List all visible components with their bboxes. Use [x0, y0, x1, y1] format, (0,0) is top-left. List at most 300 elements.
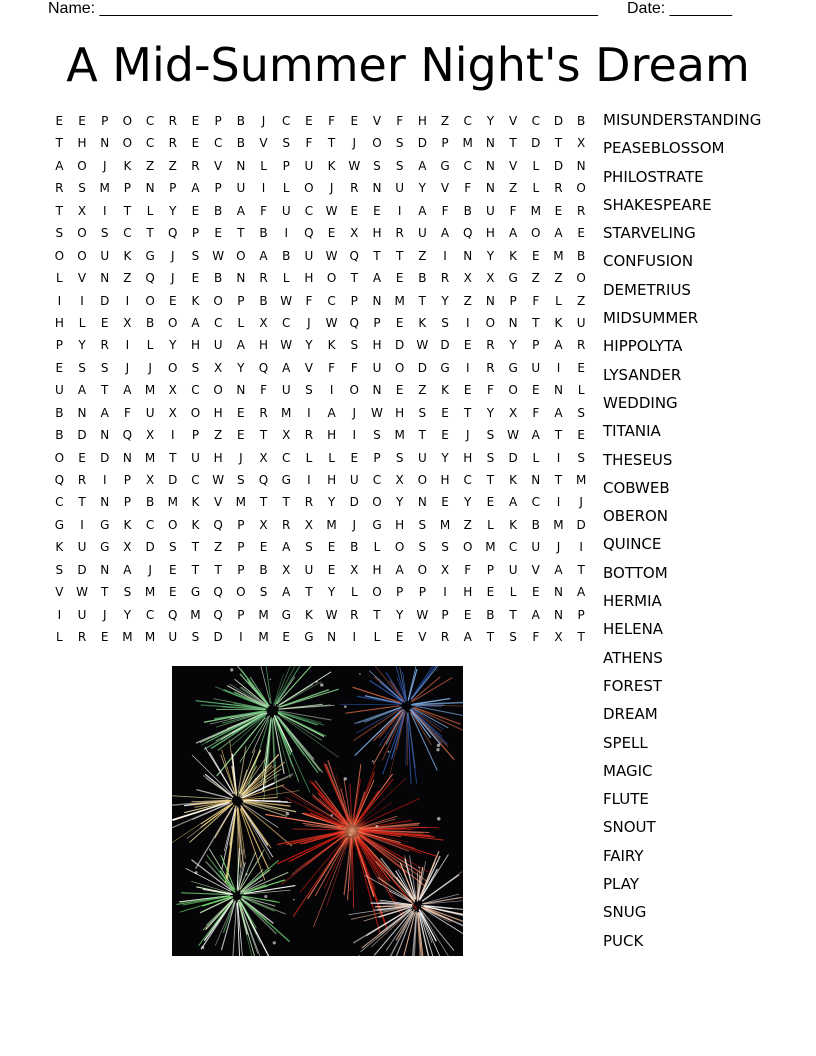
grid-letter: L — [305, 450, 313, 465]
grid-letter: U — [304, 562, 314, 577]
grid-letter: E — [327, 540, 336, 555]
grid-letter: S — [191, 630, 200, 645]
grid-letter: I — [261, 181, 266, 196]
grid-letter: I — [579, 540, 583, 555]
grid-letter: Y — [237, 360, 245, 375]
grid-letter: F — [441, 203, 449, 218]
grid-letter: S — [373, 428, 381, 443]
grid-letter: A — [440, 226, 450, 241]
grid-letter: D — [145, 540, 155, 555]
grid-letter: F — [486, 383, 494, 398]
grid-letter: W — [416, 607, 429, 622]
sparkle — [255, 778, 257, 780]
grid-letter: Q — [122, 428, 133, 443]
grid-letter: V — [214, 158, 223, 173]
grid-letter: L — [328, 450, 335, 465]
grid-letter: N — [100, 136, 110, 151]
grid-letter: N — [100, 562, 110, 577]
grid-letter: T — [509, 607, 517, 622]
grid-letter: L — [237, 315, 245, 330]
grid-letter: Q — [145, 271, 155, 286]
word-list-item: DEMETRIUS — [603, 280, 691, 299]
grid-letter: Q — [349, 248, 359, 263]
grid-letter: O — [417, 562, 428, 577]
grid-letter: H — [77, 136, 87, 151]
grid-letter: Y — [441, 293, 449, 308]
grid-letter: S — [418, 405, 427, 420]
grid-letter: O — [417, 473, 428, 487]
grid-letter: G — [281, 473, 291, 487]
grid-letter: E — [191, 136, 200, 151]
grid-letter: P — [237, 517, 245, 532]
grid-letter: B — [214, 271, 223, 286]
grid-letter: Z — [145, 158, 155, 173]
grid-letter: P — [237, 562, 245, 577]
grid-letter: F — [305, 136, 313, 151]
grid-letter: N — [531, 473, 541, 487]
word-list-item: PHILOSTRATE — [603, 167, 704, 186]
grid-letter: F — [532, 405, 540, 420]
grid-letter: O — [190, 405, 201, 420]
grid-letter: E — [237, 405, 245, 420]
grid-letter: K — [509, 473, 518, 487]
grid-letter: C — [191, 383, 200, 398]
grid-letter: I — [125, 338, 130, 353]
grid-letter: E — [486, 585, 495, 600]
grid-letter: U — [281, 383, 291, 398]
grid-letter: U — [304, 248, 314, 263]
grid-letter: J — [352, 405, 357, 420]
grid-letter: L — [509, 585, 517, 600]
grid-letter: A — [418, 203, 427, 218]
grid-letter: E — [259, 540, 268, 555]
grid-letter: E — [350, 203, 359, 218]
grid-letter: T — [418, 428, 427, 443]
grid-letter: W — [212, 473, 225, 487]
grid-letter: T — [577, 562, 585, 577]
grid-letter: C — [463, 158, 472, 173]
grid-letter: Q — [168, 607, 178, 622]
grid-letter: P — [237, 540, 245, 555]
grid-letter: Z — [463, 517, 472, 532]
grid-letter: O — [54, 450, 65, 465]
grid-letter: S — [350, 338, 359, 353]
grid-letter: Q — [213, 585, 223, 600]
grid-letter: D — [531, 136, 541, 151]
word-list-item: OBERON — [603, 507, 669, 526]
grid-letter: Z — [554, 271, 563, 286]
grid-letter: T — [327, 136, 336, 151]
grid-letter: E — [327, 562, 336, 577]
grid-letter: B — [214, 203, 223, 218]
grid-letter: N — [372, 293, 382, 308]
grid-letter: R — [304, 495, 314, 510]
grid-letter: T — [486, 630, 495, 645]
grid-letter: J — [261, 114, 266, 128]
sparkle — [372, 760, 374, 762]
word-list-item: PLAY — [603, 875, 640, 894]
grid-letter: G — [190, 585, 201, 600]
grid-letter: G — [440, 158, 450, 173]
sparkle — [273, 941, 276, 944]
grid-letter: S — [395, 136, 404, 151]
grid-letter: P — [350, 293, 358, 308]
grid-letter: I — [171, 428, 175, 443]
grid-letter: P — [373, 450, 381, 465]
sparkle — [315, 680, 317, 682]
grid-letter: R — [554, 181, 563, 196]
grid-letter: D — [213, 630, 223, 645]
grid-letter: I — [329, 383, 334, 398]
grid-letter: Y — [123, 607, 132, 622]
grid-letter: A — [372, 271, 382, 286]
grid-letter: W — [212, 248, 225, 263]
grid-letter: A — [508, 226, 518, 241]
grid-letter: E — [531, 383, 540, 398]
grid-letter: Y — [418, 181, 427, 196]
grid-letter: I — [556, 360, 561, 375]
grid-letter: D — [395, 338, 405, 353]
grid-letter: E — [486, 495, 495, 510]
grid-letter: O — [168, 360, 178, 375]
word-list-item: SNOUT — [603, 818, 656, 837]
grid-letter: O — [236, 585, 246, 600]
grid-letter: A — [123, 562, 132, 577]
grid-letter: M — [144, 585, 156, 600]
grid-letter: X — [123, 540, 132, 555]
grid-letter: N — [576, 158, 586, 173]
grid-letter: Z — [508, 181, 518, 196]
grid-letter: F — [396, 114, 404, 128]
grid-letter: B — [418, 271, 427, 286]
grid-letter: C — [531, 114, 540, 128]
grid-letter: X — [350, 226, 359, 241]
grid-letter: C — [463, 114, 472, 128]
grid-letter: I — [57, 293, 62, 308]
grid-letter: O — [168, 315, 178, 330]
grid-letter: Z — [418, 383, 427, 398]
grid-letter: O — [122, 114, 133, 128]
grid-letter: R — [350, 607, 359, 622]
grid-letter: N — [100, 428, 110, 443]
grid-letter: O — [485, 315, 496, 330]
grid-letter: N — [236, 158, 246, 173]
grid-letter: L — [282, 181, 290, 196]
grid-letter: U — [304, 158, 314, 173]
grid-letter: M — [281, 405, 292, 420]
grid-letter: E — [577, 428, 585, 443]
grid-letter: B — [55, 405, 64, 420]
grid-letter: W — [325, 315, 338, 330]
grid-letter: W — [280, 293, 293, 308]
grid-letter: E — [237, 428, 245, 443]
grid-letter: R — [168, 114, 177, 128]
grid-letter: R — [395, 226, 404, 241]
grid-letter: V — [259, 136, 268, 151]
grid-letter: O — [372, 495, 382, 510]
grid-letter: T — [259, 495, 268, 510]
grid-letter: F — [305, 293, 313, 308]
grid-letter: P — [237, 607, 245, 622]
grid-letter: A — [236, 203, 245, 218]
sparkle — [436, 748, 439, 751]
sparkle — [331, 814, 333, 816]
grid-letter: J — [352, 136, 357, 151]
grid-letter: P — [237, 293, 245, 308]
grid-letter: I — [57, 607, 62, 622]
grid-letter: J — [171, 248, 175, 263]
page-title: A Mid-Summer Night's Dream — [66, 38, 750, 92]
grid-letter: H — [417, 114, 427, 128]
grid-letter: A — [554, 562, 563, 577]
grid-letter: N — [485, 158, 495, 173]
word-list-item: SPELL — [603, 733, 648, 752]
grid-letter: D — [553, 114, 564, 128]
grid-letter: I — [556, 450, 561, 465]
grid-letter: E — [463, 383, 472, 398]
word-list-item: MISUNDERSTANDING — [603, 111, 762, 129]
grid-letter: O — [122, 136, 133, 151]
grid-letter: A — [418, 158, 427, 173]
grid-letter: H — [304, 271, 314, 286]
grid-letter: P — [101, 114, 109, 128]
grid-letter: H — [54, 315, 64, 330]
grid-letter: O — [213, 293, 223, 308]
grid-letter: C — [191, 473, 200, 487]
grid-letter: T — [305, 585, 313, 600]
grid-letter: G — [508, 271, 518, 286]
grid-letter: P — [55, 338, 63, 353]
grid-letter: E — [214, 226, 222, 241]
grid-letter: C — [372, 473, 382, 487]
grid-letter: O — [372, 585, 382, 600]
grid-letter: P — [123, 495, 132, 510]
word-list-item: TITANIA — [603, 422, 661, 441]
grid-letter: U — [417, 450, 427, 465]
grid-letter: P — [123, 181, 132, 196]
grid-letter: H — [327, 473, 337, 487]
grid-letter: C — [282, 315, 291, 330]
grid-letter: H — [372, 226, 382, 241]
grid-letter: I — [80, 293, 84, 308]
grid-letter: P — [577, 607, 585, 622]
grid-letter: C — [304, 203, 314, 218]
grid-letter: F — [260, 383, 267, 398]
grid-letter: J — [148, 562, 152, 577]
grid-letter: O — [145, 293, 155, 308]
grid-letter: A — [463, 630, 472, 645]
grid-letter: G — [372, 517, 382, 532]
word-list-item: FOREST — [603, 676, 663, 695]
grid-letter: M — [258, 630, 269, 645]
word-list-item: BOTTOM — [603, 563, 668, 582]
word-list-item: SNUG — [603, 903, 647, 922]
grid-letter: E — [395, 383, 404, 398]
grid-letter: B — [236, 114, 245, 128]
grid-letter: B — [577, 114, 586, 128]
word-list-item: QUINCE — [603, 535, 662, 554]
grid-letter: H — [213, 450, 223, 465]
grid-letter: P — [441, 607, 449, 622]
grid-letter: E — [577, 226, 585, 241]
grid-letter: O — [304, 181, 314, 196]
grid-letter: X — [77, 203, 87, 218]
grid-letter: F — [464, 181, 472, 196]
grid-letter: N — [77, 405, 87, 420]
grid-letter: D — [77, 562, 87, 577]
grid-letter: K — [304, 607, 313, 622]
grid-letter: E — [395, 315, 404, 330]
grid-letter: N — [485, 293, 495, 308]
grid-letter: Q — [54, 473, 65, 487]
grid-letter: T — [554, 136, 563, 151]
grid-letter: E — [55, 360, 64, 375]
grid-letter: A — [327, 405, 336, 420]
word-list-item: THESEUS — [603, 450, 673, 469]
grid-letter: V — [77, 271, 87, 286]
grid-letter: W — [325, 203, 338, 218]
grid-letter: D — [77, 428, 87, 443]
word-list-item: HELENA — [603, 620, 664, 639]
grid-letter: Y — [486, 114, 495, 128]
grid-letter: X — [282, 428, 291, 443]
grid-letter: L — [146, 203, 154, 218]
grid-letter: T — [78, 495, 86, 510]
word-list-item: ATHENS — [603, 648, 663, 667]
grid-letter: C — [282, 450, 291, 465]
grid-letter: N — [236, 383, 246, 398]
grid-letter: A — [123, 383, 132, 398]
grid-letter: E — [373, 203, 381, 218]
grid-letter: E — [531, 585, 540, 600]
grid-letter: V — [418, 630, 427, 645]
grid-letter: K — [509, 248, 518, 263]
grid-letter: R — [259, 405, 268, 420]
grid-letter: E — [395, 630, 404, 645]
grid-letter: E — [100, 315, 109, 330]
grid-letter: L — [532, 158, 540, 173]
grid-letter: X — [486, 271, 495, 286]
grid-letter: M — [144, 383, 156, 398]
grid-letter: U — [213, 338, 223, 353]
grid-letter: N — [485, 136, 495, 151]
grid-letter: O — [77, 248, 87, 263]
grid-letter: M — [99, 181, 110, 196]
grid-letter: T — [101, 383, 109, 398]
grid-letter: F — [464, 562, 472, 577]
grid-letter: Y — [327, 585, 336, 600]
grid-letter: U — [531, 360, 541, 375]
grid-letter: I — [443, 248, 447, 263]
sparkle — [418, 867, 420, 869]
sparkle — [437, 744, 440, 747]
grid-letter: S — [577, 405, 585, 420]
grid-letter: V — [508, 114, 518, 128]
grid-letter: I — [239, 630, 243, 645]
grid-letter: U — [54, 383, 64, 398]
sparkle — [349, 834, 351, 836]
grid-letter: N — [553, 607, 563, 622]
grid-letter: N — [145, 181, 155, 196]
grid-letter: G — [508, 360, 518, 375]
grid-letter: P — [282, 158, 290, 173]
grid-letter: G — [145, 248, 155, 263]
grid-letter: B — [259, 562, 268, 577]
grid-letter: N — [100, 271, 110, 286]
grid-letter: E — [441, 405, 449, 420]
grid-letter: A — [554, 405, 563, 420]
grid-letter: K — [418, 315, 427, 330]
grid-letter: L — [487, 517, 494, 532]
grid-letter: I — [102, 473, 107, 487]
grid-letter: G — [100, 540, 110, 555]
grid-letter: S — [191, 360, 200, 375]
sparkle — [344, 705, 347, 708]
grid-letter: D — [508, 450, 518, 465]
grid-letter: K — [327, 338, 336, 353]
grid-letter: K — [191, 517, 200, 532]
grid-letter: Y — [78, 338, 86, 353]
grid-letter: N — [372, 181, 382, 196]
grid-letter: E — [100, 630, 109, 645]
grid-letter: S — [441, 540, 449, 555]
grid-letter: O — [576, 271, 586, 286]
word-list-item: COBWEB — [603, 478, 670, 497]
grid-letter: H — [395, 405, 405, 420]
grid-letter: I — [125, 293, 130, 308]
grid-letter: E — [463, 338, 472, 353]
grid-letter: G — [281, 607, 291, 622]
grid-letter: U — [531, 540, 541, 555]
grid-letter: A — [100, 405, 109, 420]
grid-letter: S — [509, 630, 517, 645]
grid-letter: H — [213, 405, 223, 420]
grid-letter: U — [236, 181, 246, 196]
grid-letter: T — [373, 248, 381, 263]
grid-letter: T — [554, 473, 563, 487]
grid-letter: A — [531, 607, 540, 622]
grid-letter: S — [282, 136, 291, 151]
grid-letter: D — [440, 338, 450, 353]
grid-letter: U — [372, 360, 382, 375]
grid-letter: J — [465, 428, 470, 443]
grid-letter: G — [100, 517, 110, 532]
grid-letter: O — [372, 136, 382, 151]
word-list-item: PEASEBLOSSOM — [603, 139, 725, 158]
grid-letter: E — [191, 114, 200, 128]
grid-letter: Z — [531, 271, 540, 286]
grid-letter: H — [463, 450, 473, 465]
grid-letter: T — [191, 540, 200, 555]
grid-letter: F — [123, 405, 131, 420]
grid-letter: A — [554, 338, 563, 353]
grid-letter: Z — [440, 114, 450, 128]
grid-letter: F — [328, 114, 336, 128]
grid-letter: W — [76, 585, 88, 600]
grid-letter: G — [304, 630, 314, 645]
grid-letter: R — [576, 203, 586, 218]
grid-letter: C — [145, 517, 155, 532]
sparkle — [359, 673, 361, 675]
grid-letter: H — [463, 585, 473, 600]
grid-letter: V — [531, 562, 540, 577]
grid-letter: E — [350, 450, 359, 465]
sparkle — [245, 873, 247, 875]
grid-letter: T — [554, 428, 563, 443]
grid-letter: B — [145, 495, 155, 510]
grid-letter: P — [214, 181, 222, 196]
grid-letter: L — [373, 540, 381, 555]
